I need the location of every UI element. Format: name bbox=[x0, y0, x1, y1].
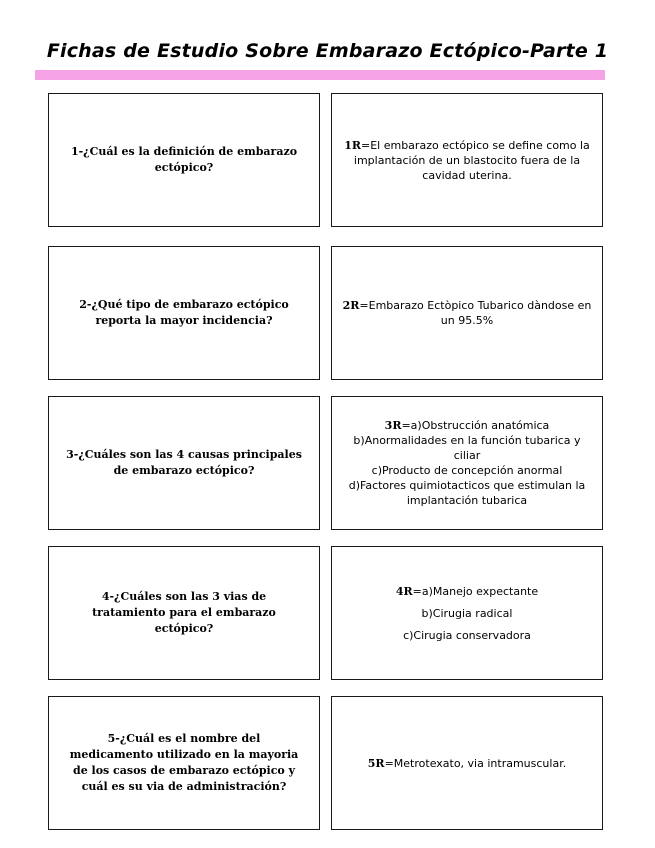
answer-line bbox=[396, 584, 538, 599]
answer-card-4[interactable] bbox=[331, 546, 603, 680]
question-card-3[interactable] bbox=[48, 396, 320, 530]
question-text-2: 2-¿Qué tipo de embarazo ectópico reporta la mayor incidencia? bbox=[79, 298, 289, 327]
question-text-4: 4-¿Cuáles son las 3 vias de tratamiento para el embarazo ectópico? bbox=[92, 590, 276, 635]
question-text-5: 5-¿Cuál es el nombre del medicamento utilizado en la mayoria de los casos de embarazo ectópico y cuál es su via de administración? bbox=[69, 732, 299, 793]
answer-line bbox=[342, 418, 592, 433]
answer-text-1 bbox=[342, 138, 592, 183]
answer-lead-2: 2R bbox=[342, 299, 360, 312]
title-underline-bar bbox=[35, 70, 605, 80]
answer-text-5 bbox=[368, 756, 566, 771]
answer-line-c: c)Producto de concepción anormal bbox=[371, 464, 563, 477]
answer-line-b: b)Cirugia radical bbox=[421, 606, 513, 620]
answer-line: =Embarazo Ectòpico Tubarico dàndose en un 95.5% bbox=[359, 299, 592, 327]
answer-text-4 bbox=[396, 577, 538, 650]
answer-line-c: c)Cirugia conservadora bbox=[403, 628, 531, 642]
answer-line: =El embarazo ectópico se define como la implantación de un blastocito fuera de la cavidad uterina. bbox=[353, 138, 590, 182]
question-text-3: 3-¿Cuáles son las 4 causas principales de embarazo ectópico? bbox=[66, 448, 302, 477]
answer-card-1[interactable] bbox=[331, 93, 603, 227]
answer-line: =Metrotexato, via intramuscular. bbox=[384, 756, 567, 770]
answer-card-3[interactable] bbox=[331, 396, 603, 530]
question-text-1: 1-¿Cuál es la definición de embarazo ectópico? bbox=[70, 145, 298, 174]
answer-line-a: =a)Obstrucción anatómica bbox=[401, 419, 550, 432]
answer-line-b: b)Anormalidades en la función tubarica y ciliar bbox=[353, 434, 581, 462]
answer-card-2[interactable] bbox=[331, 246, 603, 380]
answer-card-5[interactable] bbox=[331, 696, 603, 830]
answer-lead-3: 3R bbox=[384, 419, 402, 432]
answer-text-2 bbox=[342, 298, 592, 328]
page-title: Fichas de Estudio Sobre Embarazo Ectópico-Parte 1 bbox=[46, 40, 609, 62]
question-card-5[interactable] bbox=[48, 696, 320, 830]
answer-line-a: =a)Manejo expectante bbox=[412, 584, 539, 598]
answer-lead-5: 5R bbox=[367, 756, 385, 770]
question-card-2[interactable] bbox=[48, 246, 320, 380]
question-card-1[interactable] bbox=[48, 93, 320, 227]
question-card-4[interactable] bbox=[48, 546, 320, 680]
answer-lead-1: 1R bbox=[344, 138, 361, 152]
answer-text-3 bbox=[342, 418, 592, 508]
answer-line-d: d)Factores quimiotacticos que estimulan la implantación tubarica bbox=[348, 479, 586, 507]
answer-lead-4: 4R bbox=[395, 584, 413, 598]
